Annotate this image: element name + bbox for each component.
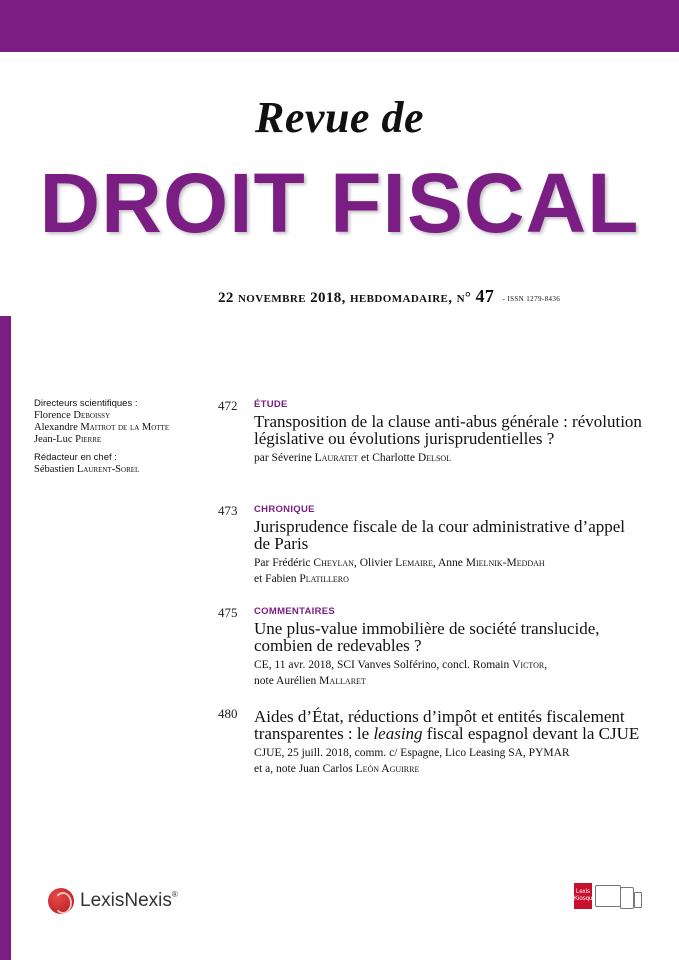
toc-headline[interactable]: Une plus-value immobilière de société translucide, combien de redevables ?: [254, 619, 600, 655]
chief-editor-name: Sébastien Laurent-Sorel: [34, 464, 140, 475]
toc-page-number: 472: [218, 398, 238, 413]
toc-headline[interactable]: Aides d’État, réductions d’impôt et entités fiscalement transparentes : le leasing fiscal espagnol devant la CJUE: [254, 707, 640, 743]
director-name: Jean-Luc Pierre: [34, 434, 102, 445]
lexisnexis-globe-icon: [48, 888, 74, 914]
toc-authors: CE, 11 avr. 2018, SCI Vanves Solférino, concl. Romain Victor, note Aurélien Mallaret: [254, 659, 548, 687]
toc-headline[interactable]: Transposition de la clause anti-abus générale : révolution législative ou évolutions jurisprudentielles ?: [254, 412, 642, 448]
tablet-icon: [620, 887, 634, 909]
issue-line: [218, 286, 668, 307]
toc-page-number: 480: [218, 706, 238, 721]
issue-number: 47: [475, 286, 495, 306]
kiosque-badge: Lexis Kiosque: [574, 883, 592, 909]
director-name: Florence Deboissy: [34, 410, 111, 421]
toc-authors: Par Frédéric Cheylan, Olivier Lemaire, Anne Mielnik-Meddah et Fabien Platillero: [254, 557, 545, 585]
toc-page-number: 475: [218, 605, 238, 620]
chief-editor-label: Rédacteur en chef :: [34, 452, 117, 463]
phone-icon: [634, 892, 642, 908]
laptop-icon: [595, 885, 621, 907]
masthead-title-line1: Revue de: [255, 93, 424, 142]
toc-page-number: 473: [218, 503, 238, 518]
toc-category: ÉTUDE: [254, 399, 288, 410]
issn: - ISSN 1279-8436: [502, 294, 561, 303]
lexis-kiosque-logo: [574, 883, 640, 911]
toc-category: COMMENTAIRES: [254, 606, 336, 617]
director-name: Alexandre Maitrot de la Motte: [34, 422, 170, 433]
directors-label: Directeurs scientifiques :: [34, 398, 138, 409]
publisher-logo: [48, 886, 178, 916]
editorial-board: [34, 398, 224, 476]
toc-authors: par Séverine Lauratet et Charlotte Delsol: [254, 452, 452, 464]
side-color-band: [0, 316, 11, 960]
toc-headline[interactable]: Jurisprudence fiscale de la cour administrative d’appel de Paris: [254, 517, 626, 553]
publisher-name: LexisNexis®: [80, 890, 178, 911]
issue-date: 22 novembre 2018, hebdomadaire, n°: [218, 290, 472, 306]
toc-authors: CJUE, 25 juill. 2018, comm. c/ Espagne, Lico Leasing SA, PYMAR et a, note Juan Carlos León Aguirre: [254, 747, 570, 775]
masthead-title-line2: DROIT FISCAL: [39, 156, 640, 250]
toc-category: CHRONIQUE: [254, 504, 315, 515]
top-color-band: [0, 0, 679, 52]
